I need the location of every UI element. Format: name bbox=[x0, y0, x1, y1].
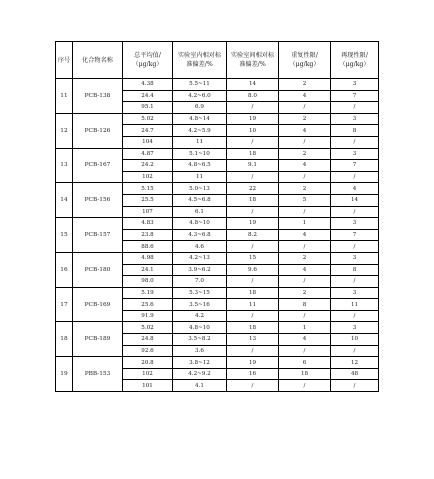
intra-lab-rsd-cell: 5.0~13 bbox=[173, 183, 227, 195]
intra-lab-rsd-cell: 4.8~14 bbox=[173, 113, 227, 125]
intra-lab-rsd-cell: 11 bbox=[173, 171, 227, 183]
reproducibility-limit-cell: 7 bbox=[331, 160, 379, 172]
header-inter-lab-rsd: 实验室间相对标 准偏差/% bbox=[227, 42, 279, 79]
row-number-cell: 11 bbox=[56, 79, 73, 114]
inter-lab-rsd-cell: 15 bbox=[227, 252, 279, 264]
mean-cell: 5.15 bbox=[123, 183, 173, 195]
repeatability-limit-cell: / bbox=[279, 310, 331, 322]
reproducibility-limit-cell: 3 bbox=[331, 113, 379, 125]
compound-name-cell: PCB-169 bbox=[73, 287, 123, 322]
repeatability-limit-cell: / bbox=[279, 276, 331, 288]
intra-lab-rsd-cell: 5.1~10 bbox=[173, 148, 227, 160]
mean-cell: 20.8 bbox=[123, 357, 173, 369]
intra-lab-rsd-cell: 4.6 bbox=[173, 241, 227, 253]
inter-lab-rsd-cell: 19 bbox=[227, 113, 279, 125]
inter-lab-rsd-cell: 18 bbox=[227, 194, 279, 206]
row-number-cell: 16 bbox=[56, 252, 73, 287]
reproducibility-limit-cell: / bbox=[331, 136, 379, 148]
row-number-cell: 18 bbox=[56, 322, 73, 357]
repeatability-limit-cell: / bbox=[279, 345, 331, 357]
compound-name-cell: PCB-180 bbox=[73, 252, 123, 287]
mean-cell: 24.2 bbox=[123, 160, 173, 172]
table-row bbox=[56, 218, 379, 230]
inter-lab-rsd-cell: 18 bbox=[227, 148, 279, 160]
mean-cell: 98.0 bbox=[123, 276, 173, 288]
inter-lab-rsd-cell: 11 bbox=[227, 299, 279, 311]
repeatability-limit-cell: 4 bbox=[279, 229, 331, 241]
inter-lab-rsd-cell: 8.2 bbox=[227, 229, 279, 241]
inter-lab-rsd-cell: / bbox=[227, 241, 279, 253]
intra-lab-rsd-cell: 4.2~6.0 bbox=[173, 90, 227, 102]
repeatability-limit-cell: 4 bbox=[279, 160, 331, 172]
intra-lab-rsd-cell: 4.2~5.9 bbox=[173, 125, 227, 137]
reproducibility-limit-cell: / bbox=[331, 171, 379, 183]
inter-lab-rsd-cell: / bbox=[227, 380, 279, 392]
intra-lab-rsd-cell: 4.5~6.8 bbox=[173, 194, 227, 206]
inter-lab-rsd-cell: 19 bbox=[227, 218, 279, 230]
header-intra-lab-rsd: 实验室内相对标 准偏差/% bbox=[173, 42, 227, 79]
mean-cell: 25.6 bbox=[123, 299, 173, 311]
reproducibility-limit-cell: 8 bbox=[331, 125, 379, 137]
inter-lab-rsd-cell: 18 bbox=[227, 287, 279, 299]
table-row bbox=[56, 113, 379, 125]
inter-lab-rsd-cell: 19 bbox=[227, 357, 279, 369]
compound-name-cell: PCB-156 bbox=[73, 183, 123, 218]
table-row bbox=[56, 79, 379, 91]
inter-lab-rsd-cell: / bbox=[227, 102, 279, 114]
reproducibility-limit-cell: 11 bbox=[331, 299, 379, 311]
intra-lab-rsd-cell: 7.0 bbox=[173, 276, 227, 288]
inter-lab-rsd-cell: 9.6 bbox=[227, 264, 279, 276]
mean-cell: 24.4 bbox=[123, 90, 173, 102]
reproducibility-limit-cell: 3 bbox=[331, 287, 379, 299]
reproducibility-limit-cell: 12 bbox=[331, 357, 379, 369]
compound-name-cell: PCB-138 bbox=[73, 79, 123, 114]
reproducibility-limit-cell: / bbox=[331, 310, 379, 322]
mean-cell: 5.02 bbox=[123, 322, 173, 334]
inter-lab-rsd-cell: / bbox=[227, 206, 279, 218]
mean-cell: 24.1 bbox=[123, 264, 173, 276]
table-header bbox=[56, 42, 379, 79]
header-no: 序号 bbox=[56, 42, 73, 79]
intra-lab-rsd-cell: 4.8~10 bbox=[173, 218, 227, 230]
table-row bbox=[56, 322, 379, 334]
reproducibility-limit-cell: / bbox=[331, 241, 379, 253]
intra-lab-rsd-cell: 3.9~6.2 bbox=[173, 264, 227, 276]
mean-cell: 95.1 bbox=[123, 102, 173, 114]
table-row bbox=[56, 183, 379, 195]
compound-name-cell: PCB-189 bbox=[73, 322, 123, 357]
inter-lab-rsd-cell: / bbox=[227, 276, 279, 288]
repeatability-limit-cell: / bbox=[279, 241, 331, 253]
reproducibility-limit-cell: 14 bbox=[331, 194, 379, 206]
inter-lab-rsd-cell: / bbox=[227, 345, 279, 357]
intra-lab-rsd-cell: 4.1 bbox=[173, 380, 227, 392]
inter-lab-rsd-cell: 22 bbox=[227, 183, 279, 195]
reproducibility-limit-cell: / bbox=[331, 345, 379, 357]
repeatability-limit-cell: / bbox=[279, 380, 331, 392]
intra-lab-rsd-cell: 4.2~9.2 bbox=[173, 368, 227, 380]
mean-cell: 107 bbox=[123, 206, 173, 218]
repeatability-limit-cell: 1 bbox=[279, 218, 331, 230]
repeatability-limit-cell: 2 bbox=[279, 148, 331, 160]
mean-cell: 102 bbox=[123, 368, 173, 380]
intra-lab-rsd-cell: 11 bbox=[173, 136, 227, 148]
repeatability-limit-cell: 2 bbox=[279, 183, 331, 195]
row-number-cell: 12 bbox=[56, 113, 73, 148]
inter-lab-rsd-cell: / bbox=[227, 171, 279, 183]
intra-lab-rsd-cell: 4.8~6.5 bbox=[173, 160, 227, 172]
inter-lab-rsd-cell: 10 bbox=[227, 125, 279, 137]
row-number-cell: 17 bbox=[56, 287, 73, 322]
intra-lab-rsd-cell: 4.2~13 bbox=[173, 252, 227, 264]
repeatability-limit-cell: 5 bbox=[279, 194, 331, 206]
header-row bbox=[56, 42, 379, 79]
repeatability-limit-cell: 6 bbox=[279, 357, 331, 369]
table-row bbox=[56, 252, 379, 264]
inter-lab-rsd-cell: 16 bbox=[227, 368, 279, 380]
mean-cell: 102 bbox=[123, 171, 173, 183]
repeatability-limit-cell: / bbox=[279, 171, 331, 183]
mean-cell: 101 bbox=[123, 380, 173, 392]
repeatability-limit-cell: 2 bbox=[279, 287, 331, 299]
mean-cell: 5.19 bbox=[123, 287, 173, 299]
mean-cell: 4.98 bbox=[123, 252, 173, 264]
intra-lab-rsd-cell: 4.3~6.8 bbox=[173, 229, 227, 241]
reproducibility-limit-cell: 3 bbox=[331, 322, 379, 334]
inter-lab-rsd-cell: 14 bbox=[227, 79, 279, 91]
intra-lab-rsd-cell: 3.6 bbox=[173, 345, 227, 357]
repeatability-limit-cell: / bbox=[279, 206, 331, 218]
mean-cell: 88.6 bbox=[123, 241, 173, 253]
precision-table bbox=[55, 41, 379, 392]
row-number-cell: 13 bbox=[56, 148, 73, 183]
table-row bbox=[56, 148, 379, 160]
mean-cell: 104 bbox=[123, 136, 173, 148]
table-row bbox=[56, 287, 379, 299]
row-number-cell: 15 bbox=[56, 218, 73, 253]
compound-name-cell: PCB-167 bbox=[73, 148, 123, 183]
reproducibility-limit-cell: 10 bbox=[331, 334, 379, 346]
mean-cell: 4.83 bbox=[123, 218, 173, 230]
intra-lab-rsd-cell: 3.5~8.2 bbox=[173, 334, 227, 346]
repeatability-limit-cell: 4 bbox=[279, 264, 331, 276]
reproducibility-limit-cell: 3 bbox=[331, 79, 379, 91]
reproducibility-limit-cell: / bbox=[331, 206, 379, 218]
repeatability-limit-cell: 1 bbox=[279, 322, 331, 334]
reproducibility-limit-cell: 3 bbox=[331, 218, 379, 230]
mean-cell: 4.87 bbox=[123, 148, 173, 160]
inter-lab-rsd-cell: 9.1 bbox=[227, 160, 279, 172]
header-compound-name: 化合物名称 bbox=[73, 42, 123, 79]
mean-cell: 25.5 bbox=[123, 194, 173, 206]
mean-cell: 24.8 bbox=[123, 334, 173, 346]
intra-lab-rsd-cell: 3.5~16 bbox=[173, 299, 227, 311]
reproducibility-limit-cell: 3 bbox=[331, 148, 379, 160]
inter-lab-rsd-cell: 13 bbox=[227, 334, 279, 346]
row-number-cell: 19 bbox=[56, 357, 73, 392]
inter-lab-rsd-cell: 18 bbox=[227, 322, 279, 334]
intra-lab-rsd-cell: 6.9 bbox=[173, 102, 227, 114]
header-repeatability-limit: 重复性限/ （μg/kg） bbox=[279, 42, 331, 79]
reproducibility-limit-cell: 7 bbox=[331, 229, 379, 241]
repeatability-limit-cell: / bbox=[279, 102, 331, 114]
reproducibility-limit-cell: 7 bbox=[331, 90, 379, 102]
intra-lab-rsd-cell: 3.8~12 bbox=[173, 357, 227, 369]
inter-lab-rsd-cell: / bbox=[227, 136, 279, 148]
compound-name-cell: PCB-157 bbox=[73, 218, 123, 253]
repeatability-limit-cell: 4 bbox=[279, 334, 331, 346]
header-reproducibility-limit: 再现性限/ （μg/kg） bbox=[331, 42, 379, 79]
reproducibility-limit-cell: / bbox=[331, 380, 379, 392]
intra-lab-rsd-cell: 5.5~11 bbox=[173, 79, 227, 91]
compound-name-cell: PBB-153 bbox=[73, 357, 123, 392]
reproducibility-limit-cell: 48 bbox=[331, 368, 379, 380]
reproducibility-limit-cell: / bbox=[331, 102, 379, 114]
compound-name-cell: PCB-126 bbox=[73, 113, 123, 148]
repeatability-limit-cell: / bbox=[279, 136, 331, 148]
repeatability-limit-cell: 2 bbox=[279, 252, 331, 264]
repeatability-limit-cell: 2 bbox=[279, 113, 331, 125]
intra-lab-rsd-cell: 6.1 bbox=[173, 206, 227, 218]
table-row bbox=[56, 357, 379, 369]
table-body bbox=[56, 79, 379, 392]
inter-lab-rsd-cell: / bbox=[227, 310, 279, 322]
row-number-cell: 14 bbox=[56, 183, 73, 218]
mean-cell: 23.8 bbox=[123, 229, 173, 241]
intra-lab-rsd-cell: 5.3~15 bbox=[173, 287, 227, 299]
repeatability-limit-cell: 4 bbox=[279, 125, 331, 137]
reproducibility-limit-cell: / bbox=[331, 276, 379, 288]
header-mean: 总平均值/ （μg/kg） bbox=[123, 42, 173, 79]
mean-cell: 5.02 bbox=[123, 113, 173, 125]
inter-lab-rsd-cell: 8.0 bbox=[227, 90, 279, 102]
reproducibility-limit-cell: 3 bbox=[331, 252, 379, 264]
repeatability-limit-cell: 4 bbox=[279, 90, 331, 102]
mean-cell: 4.38 bbox=[123, 79, 173, 91]
mean-cell: 91.9 bbox=[123, 310, 173, 322]
intra-lab-rsd-cell: 4.8~10 bbox=[173, 322, 227, 334]
repeatability-limit-cell: 2 bbox=[279, 79, 331, 91]
reproducibility-limit-cell: 8 bbox=[331, 264, 379, 276]
intra-lab-rsd-cell: 4.2 bbox=[173, 310, 227, 322]
mean-cell: 92.6 bbox=[123, 345, 173, 357]
reproducibility-limit-cell: 4 bbox=[331, 183, 379, 195]
mean-cell: 24.7 bbox=[123, 125, 173, 137]
repeatability-limit-cell: 18 bbox=[279, 368, 331, 380]
repeatability-limit-cell: 8 bbox=[279, 299, 331, 311]
